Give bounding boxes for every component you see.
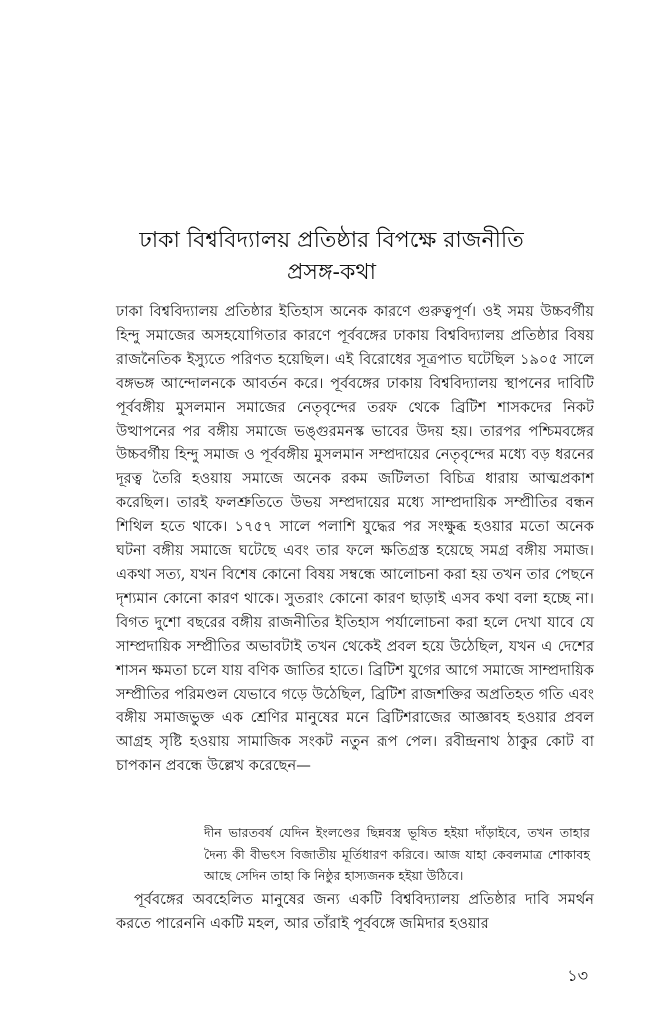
body-paragraph-2: পূর্ববঙ্গের অবহেলিত মানুষের জন্য একটি বিশ্ববিদ্যালয় প্রতিষ্ঠার দাবি সমর্থন করতে পারেননি একটি মহল, আর তাঁরাই পূর্ববঙ্গে জমিদার হওয়ার — [116, 891, 594, 932]
chapter-title: ঢাকা বিশ্ববিদ্যালয় প্রতিষ্ঠার বিপক্ষে রাজনীতি — [139, 228, 524, 253]
body-paragraph-1-container — [116, 300, 594, 778]
page-number: ১৩ — [567, 966, 588, 985]
body-paragraph-1: ঢাকা বিশ্ববিদ্যালয় প্রতিষ্ঠার ইতিহাস অনেক কারণে গুরুত্বপূর্ণ। ওই সময় উচ্চবর্গীয় হিন্দু সমাজের অসহযোগিতার কারণে পূর্ববঙ্গের ঢাকায় বিশ্ববিদ্যালয় প্রতিষ্ঠার বিষয় রাজনৈতিক ইস্যুতে পরিণত হয়েছিল। এই বিরোধের সূত্রপাত ঘটেছিল ১৯০৫ সালে বঙ্গভঙ্গ আন্দোলনকে আবর্তন করে। পূর্ববঙ্গের ঢাকায় বিশ্ববিদ্যালয় স্থাপনের দাবিটি পূর্ববঙ্গীয় মুসলমান সমাজের নেতৃবৃন্দের তরফ থেকে ব্রিটিশ শাসকদের নিকট উত্থাপনের পর বঙ্গীয় সমাজে ভঙ্গুরমনস্ক ভাবের উদয় হয়। তারপর পশ্চিমবঙ্গের উচ্চবর্গীয় হিন্দু সমাজ ও পূর্ববঙ্গীয় মুসলমান সম্প্রদায়ের নেতৃবৃন্দের মধ্যে বড় ধরনের দূরত্ব তৈরি হওয়ায় সমাজে অনেক রকম জটিলতা বিচিত্র ধারায় আত্মপ্রকাশ করেছিল। তারই ফলশ্রুতিতে উভয় সম্প্রদায়ের মধ্যে সাম্প্রদায়িক সম্প্রীতির বন্ধন শিথিল হতে থাকে। ১৭৫৭ সালে পলাশি যুদ্ধের পর সংক্ষুব্ধ হওয়ার মতো অনেক ঘটনা বঙ্গীয় সমাজে ঘটেছে এবং তার ফলে ক্ষতিগ্রস্ত হয়েছে সমগ্র বঙ্গীয় সমাজ। একথা সত্য, যখন বিশেষ কোনো বিষয় সম্বন্ধে আলোচনা করা হয় তখন তার পেছনে দৃশ্যমান কোনো কারণ থাকে। সুতরাং কোনো কারণ ছাড়াই এসব কথা বলা হচ্ছে না। বিগত দুশো বছরের বঙ্গীয় রাজনীতির ইতিহাস পর্যালোচনা করা হলে দেখা যাবে যে সাম্প্রদায়িক সম্প্রীতির অভাবটাই তখন থেকেই প্রবল হয়ে উঠেছিল, যখন এ দেশের শাসন ক্ষমতা চলে যায় বণিক জাতির হাতে। ব্রিটিশ যুগের আগে সমাজে সাম্প্রদায়িক সম্প্রীতির পরিমণ্ডল যেভাবে গড়ে উঠেছিল, ব্রিটিশ রাজশক্তির অপ্রতিহত গতি এবং বঙ্গীয় সমাজভুক্ত এক শ্রেণির মানুষের মনে ব্রিটিশরাজের আজ্ঞাবহ হওয়ার প্রবল আগ্রহ সৃষ্টি হওয়ায় সামাজিক সংকট নতুন রূপ পেল। রবীন্দ্রনাথ ঠাকুর কোট বা চাপকান প্রবন্ধে উল্লেখ করেছেন— — [116, 303, 594, 775]
quote-text: দীন ভারতবর্ষ যেদিন ইংলণ্ডের ছিন্নবস্ত্র ভূষিত হইয়া দাঁড়াইবে, তখন তাহার দৈন্য কী বীভৎস বিজাতীয় মূর্তিধারণ করিবে। আজ যাহা কেবলমাত্র শোকাবহ আছে সেদিন তাহা কি নিষ্ঠুর হাস্যজনক হইয়া উঠিবে। — [204, 825, 590, 884]
block-quote — [204, 822, 590, 887]
chapter-subtitle: প্রসঙ্গ-কথা — [287, 260, 376, 285]
body-paragraph-2-container — [116, 888, 594, 936]
